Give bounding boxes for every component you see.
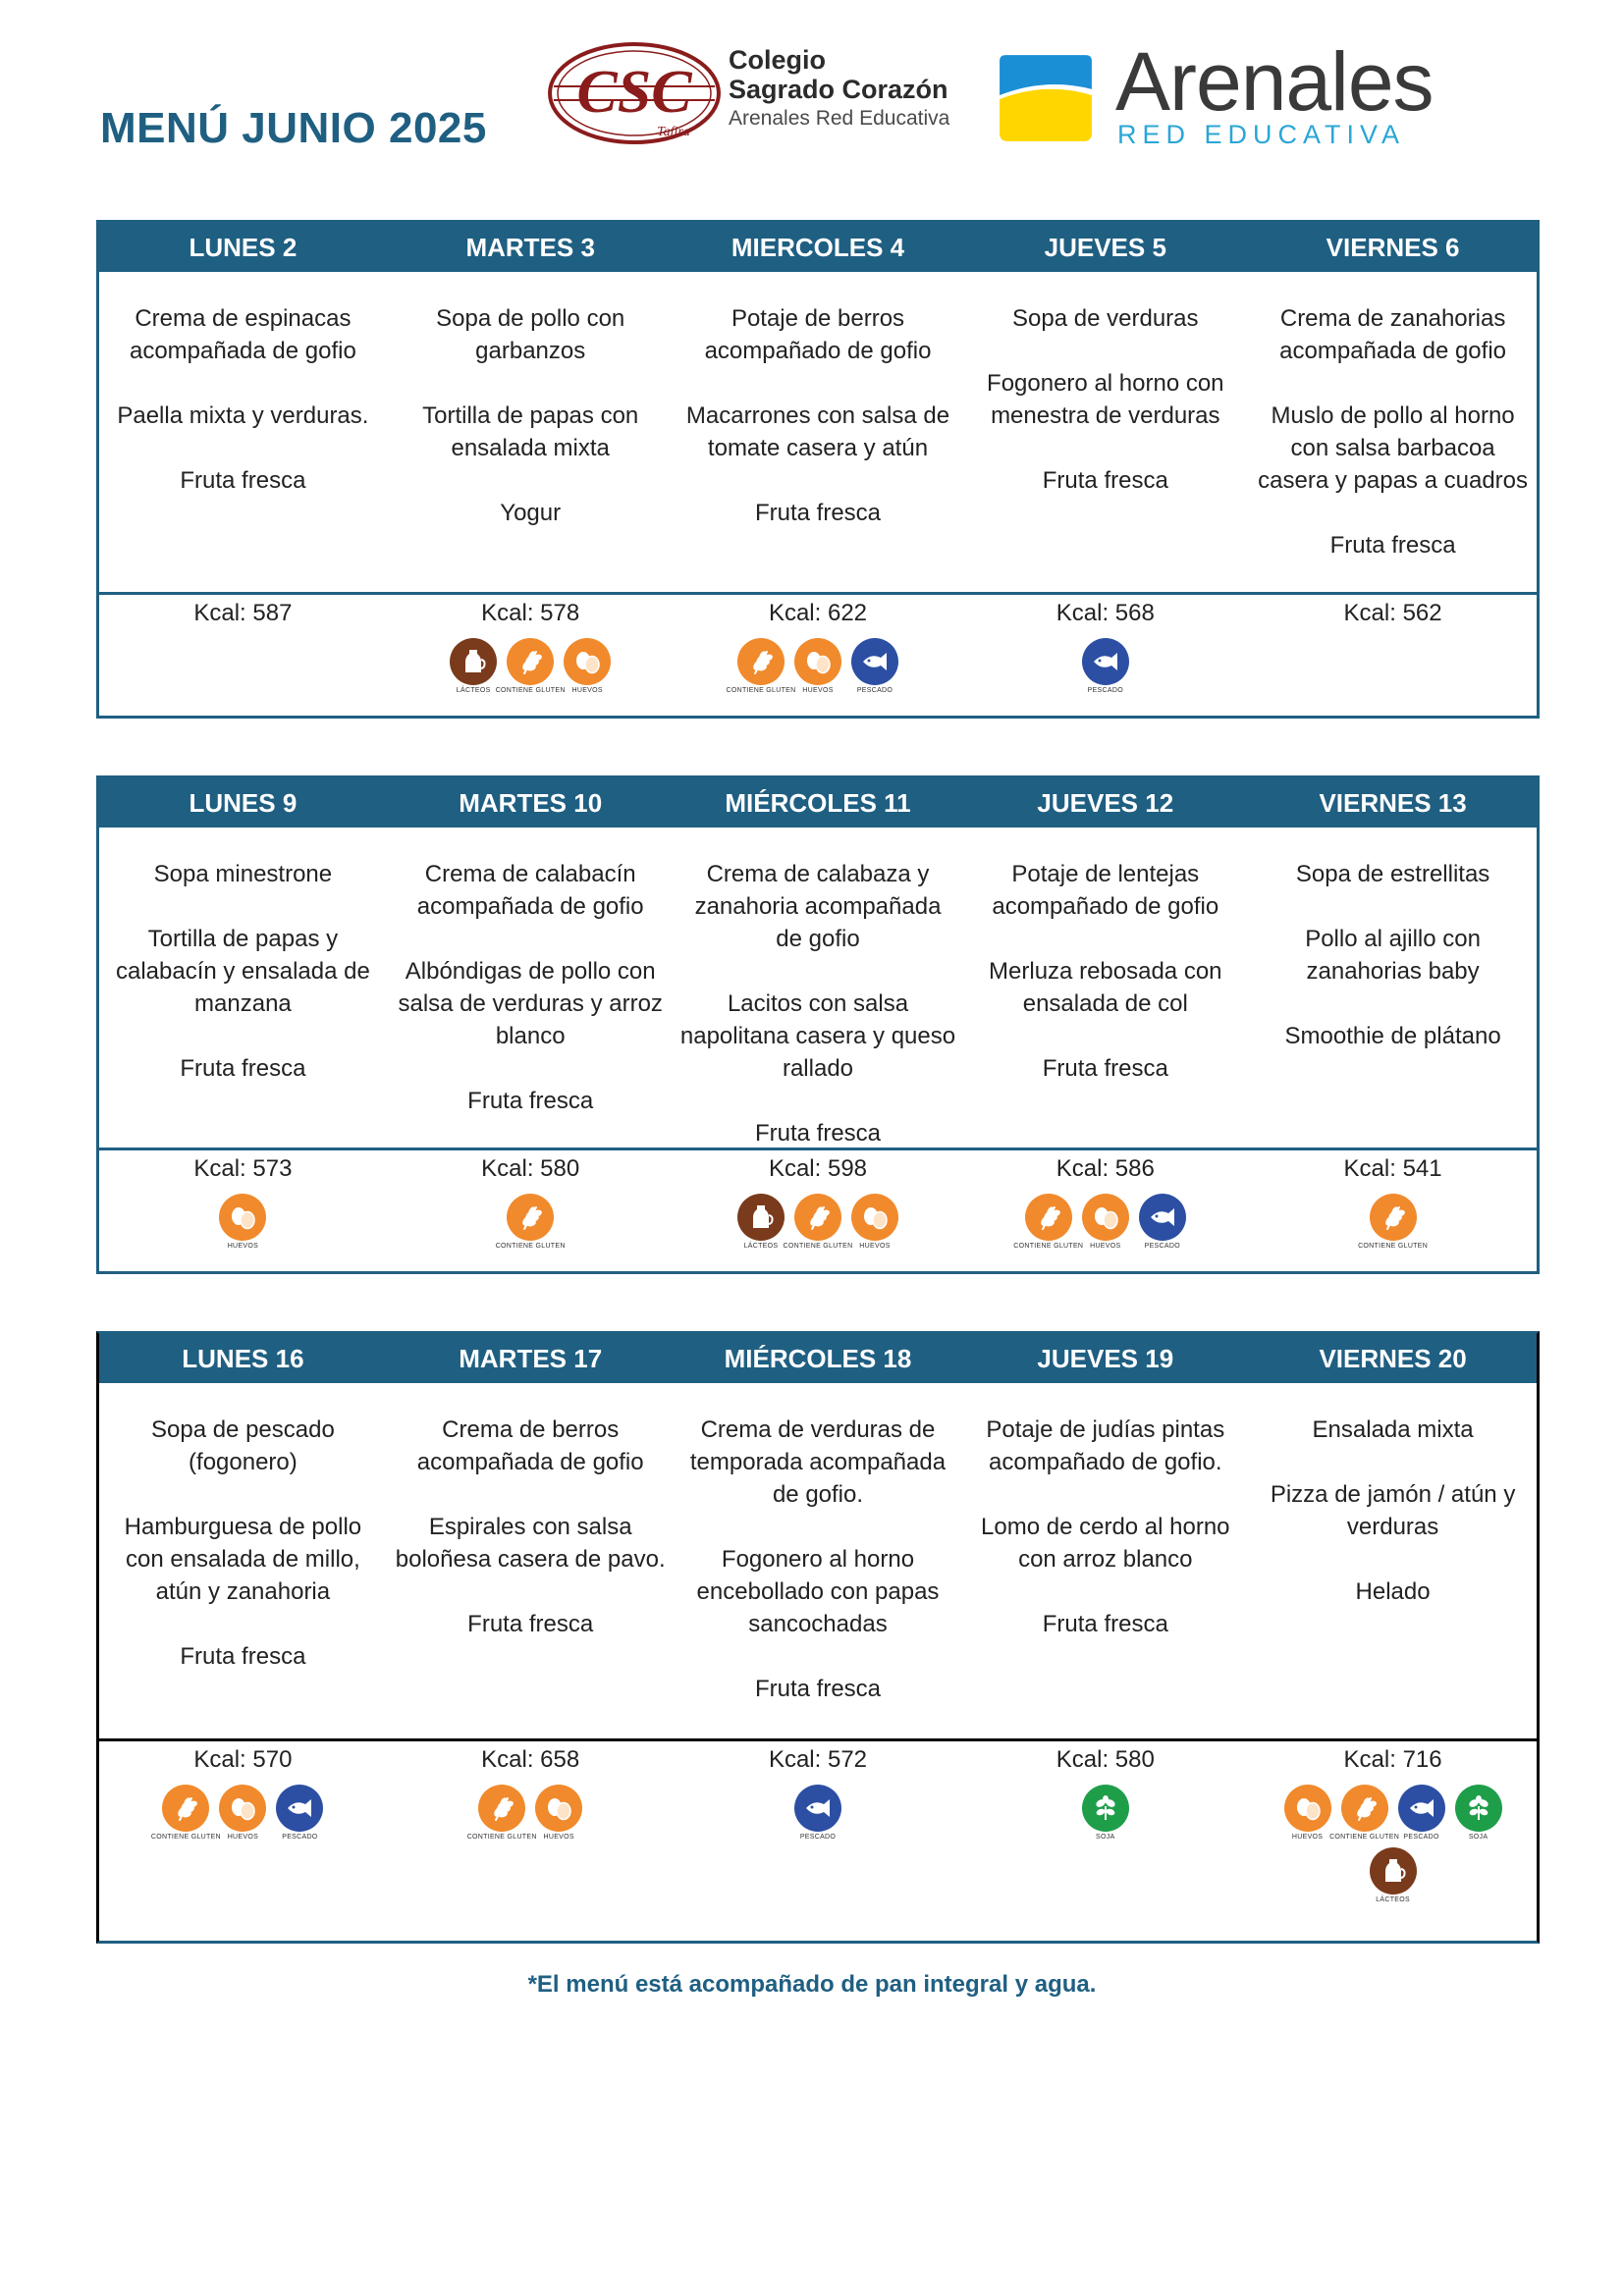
day-nutrition <box>675 1150 962 1251</box>
dish-dessert: Fruta fresca <box>1329 532 1456 559</box>
dish-second: Pollo al ajillo con zanahorias baby <box>1305 926 1481 985</box>
day-heading: MARTES 3 <box>465 232 595 262</box>
week-1-header <box>99 223 1537 272</box>
soja-icon <box>1082 1785 1129 1832</box>
gluten-icon <box>162 1785 209 1832</box>
allergen-huevos <box>1080 1194 1131 1251</box>
allergen-huevos <box>792 638 843 695</box>
allergen-label: HUEVOS <box>1291 1834 1324 1841</box>
allergen-label: CONTIENE GLUTEN <box>1013 1243 1084 1250</box>
allergen-label: PESCADO <box>1087 687 1123 694</box>
allergen-label: HUEVOS <box>227 1834 259 1841</box>
day-menu <box>99 830 387 1148</box>
dish-first: Sopa de verduras <box>1012 305 1199 332</box>
day-heading: VIERNES 6 <box>1326 232 1460 262</box>
kcal-value: Kcal: 578 <box>481 600 580 626</box>
allergen-label: LÁCTEOS <box>1376 1896 1410 1903</box>
dish-second: Tortilla de papas con ensalada mixta <box>422 402 639 461</box>
day-nutrition <box>675 595 962 695</box>
day-nutrition <box>1249 1150 1537 1251</box>
day-nutrition <box>99 1741 387 1904</box>
allergen-list <box>99 1785 387 1842</box>
network-subtitle: RED EDUCATIVA <box>1117 120 1406 149</box>
kcal-value: Kcal: 716 <box>1343 1746 1442 1773</box>
allergen-soja <box>1453 1785 1504 1842</box>
week-2-menus <box>99 828 1537 1148</box>
allergen-list <box>961 1194 1249 1251</box>
allergen-huevos <box>217 1194 268 1251</box>
lacteos-icon <box>737 1194 785 1241</box>
day-nutrition <box>99 595 387 695</box>
allergen-label: HUEVOS <box>571 687 603 694</box>
day-heading: LUNES 2 <box>189 232 298 262</box>
allergen-label: LÁCTEOS <box>456 687 491 694</box>
day-nutrition <box>961 1150 1249 1251</box>
dish-first: Sopa minestrone <box>153 861 333 887</box>
day-menu <box>387 1386 675 1738</box>
allergen-label: CONTIENE GLUTEN <box>783 1243 853 1250</box>
allergen-huevos <box>562 638 613 695</box>
day-heading: JUEVES 19 <box>1037 1343 1174 1373</box>
kcal-value: Kcal: 658 <box>481 1746 580 1773</box>
kcal-value: Kcal: 573 <box>193 1155 293 1182</box>
allergen-huevos <box>217 1785 268 1842</box>
allergen-label: SOJA <box>1096 1834 1115 1841</box>
dish-dessert: Fruta fresca <box>180 1055 306 1082</box>
dish-first: Potaje de lentejas acompañado de gofio <box>992 861 1219 920</box>
pescado-icon <box>851 638 898 685</box>
day-menu <box>1249 830 1537 1148</box>
dish-second: Muslo de pollo al horno con salsa barbacoa casera y papas a cuadros <box>1258 402 1528 494</box>
kcal-value: Kcal: 572 <box>768 1746 868 1773</box>
week-3-header <box>99 1334 1537 1383</box>
dish-second: Paella mixta y verduras. <box>117 402 369 429</box>
week-2-header <box>99 778 1537 828</box>
huevos-icon <box>794 638 841 685</box>
dish-first: Sopa de pescado (fogonero) <box>150 1416 335 1475</box>
allergen-huevos <box>849 1194 900 1251</box>
dish-dessert: Smoothie de plátano <box>1284 1023 1501 1049</box>
pescado-icon <box>276 1785 323 1832</box>
pescado-icon <box>794 1785 841 1832</box>
day-menu <box>675 830 962 1148</box>
kcal-value: Kcal: 541 <box>1343 1155 1442 1182</box>
day-nutrition <box>961 595 1249 695</box>
day-heading: LUNES 16 <box>182 1343 304 1373</box>
allergen-list <box>675 1785 962 1842</box>
day-heading: MARTES 10 <box>459 787 603 818</box>
allergen-label: CONTIENE GLUTEN <box>1358 1243 1429 1250</box>
dish-first: Crema de calabaza y zanahoria acompañada de gofio <box>694 861 942 952</box>
dish-first: Crema de espinacas acompañada de gofio <box>129 305 356 364</box>
dish-second: Albóndigas de pollo con salsa de verduras y arroz blanco <box>398 958 663 1049</box>
allergen-gluten <box>466 1785 537 1842</box>
allergen-list <box>961 638 1249 695</box>
allergen-label: HUEVOS <box>859 1243 891 1250</box>
day-menu <box>99 1386 387 1738</box>
huevos-icon <box>564 638 611 685</box>
gluten-icon <box>507 638 554 685</box>
day-menu <box>961 830 1249 1148</box>
day-menu <box>1249 275 1537 592</box>
dish-first: Sopa de pollo con garbanzos <box>436 305 625 364</box>
allergen-label: PESCADO <box>282 1834 318 1841</box>
lacteos-icon <box>450 638 497 685</box>
allergen-label: CONTIENE GLUTEN <box>1329 1834 1400 1841</box>
dish-dessert: Fruta fresca <box>467 1088 594 1114</box>
allergen-lacteos <box>735 1194 786 1251</box>
day-nutrition <box>387 1150 675 1251</box>
dish-dessert: Helado <box>1355 1578 1431 1605</box>
allergen-label: PESCADO <box>799 1834 837 1841</box>
allergen-list <box>675 638 962 695</box>
allergen-gluten <box>1013 1194 1084 1251</box>
allergen-list <box>675 1194 962 1251</box>
huevos-icon <box>851 1194 898 1241</box>
day-menu <box>99 275 387 592</box>
page-title: MENÚ JUNIO 2025 <box>100 104 487 152</box>
dish-dessert: Yogur <box>500 500 562 526</box>
dish-second: Lacitos con salsa napolitana casera y queso rallado <box>679 990 956 1082</box>
day-nutrition <box>99 1150 387 1251</box>
school-line-1: Colegio <box>729 45 826 75</box>
day-nutrition <box>1249 595 1537 695</box>
day-heading: MIERCOLES 4 <box>731 232 905 262</box>
dish-dessert: Fruta fresca <box>180 1643 306 1670</box>
kcal-value: Kcal: 568 <box>1056 600 1155 626</box>
huevos-icon <box>219 1785 266 1832</box>
allergen-label: PESCADO <box>856 687 893 694</box>
school-line-2: Sagrado Corazón <box>729 75 948 104</box>
week-1-nutrition <box>99 592 1537 695</box>
kcal-value: Kcal: 562 <box>1343 600 1442 626</box>
dish-first: Potaje de judías pintas acompañado de gofio. <box>986 1416 1225 1475</box>
soja-icon <box>1455 1785 1502 1832</box>
day-nutrition <box>961 1741 1249 1904</box>
day-menu <box>675 275 962 592</box>
dish-first: Crema de zanahorias acompañada de gofio <box>1279 305 1507 364</box>
dish-first: Crema de verduras de temporada acompañada de gofio. <box>689 1416 947 1508</box>
day-nutrition <box>387 1741 675 1904</box>
kcal-value: Kcal: 580 <box>1056 1746 1155 1773</box>
allergen-label: PESCADO <box>1144 1243 1180 1250</box>
allergen-label: CONTIENE GLUTEN <box>150 1834 221 1841</box>
kcal-value: Kcal: 586 <box>1056 1155 1155 1182</box>
day-menu <box>387 830 675 1148</box>
lacteos-icon <box>1370 1847 1417 1895</box>
allergen-label: HUEVOS <box>802 687 834 694</box>
gluten-icon <box>1025 1194 1072 1241</box>
dish-first: Crema de calabacín acompañada de gofio <box>416 861 644 920</box>
dish-second: Fogonero al horno encebollado con papas sancochadas <box>696 1546 940 1637</box>
allergen-gluten <box>150 1785 221 1842</box>
allergen-list <box>961 1785 1249 1842</box>
pescado-icon <box>1398 1785 1445 1832</box>
network-name: Arenales <box>1115 35 1434 128</box>
allergen-soja <box>1080 1785 1131 1842</box>
allergen-huevos <box>533 1785 584 1842</box>
allergen-gluten <box>726 638 796 695</box>
day-heading: MIÉRCOLES 18 <box>724 1343 912 1373</box>
week-2-table <box>96 775 1540 1274</box>
day-menu <box>675 1386 962 1738</box>
csc-logo-letters: CSC <box>576 59 692 126</box>
huevos-icon <box>535 1785 582 1832</box>
allergen-gluten <box>495 638 566 695</box>
pescado-icon <box>1082 638 1129 685</box>
week-1-table <box>96 220 1540 719</box>
allergen-list <box>1249 1194 1537 1251</box>
day-nutrition <box>387 595 675 695</box>
dish-dessert: Fruta fresca <box>467 1611 594 1637</box>
dish-second: Fogonero al horno con menestra de verduras <box>987 370 1224 429</box>
allergen-label: CONTIENE GLUTEN <box>726 687 796 694</box>
dish-second: Espirales con salsa boloñesa casera de pavo. <box>395 1514 666 1573</box>
dish-second: Pizza de jamón / atún y verduras <box>1270 1481 1516 1540</box>
huevos-icon <box>1082 1194 1129 1241</box>
dish-dessert: Fruta fresca <box>754 500 882 526</box>
day-heading: JUEVES 12 <box>1037 787 1174 818</box>
allergen-pescado <box>1080 638 1131 695</box>
week-2-nutrition <box>99 1148 1537 1251</box>
allergen-huevos <box>1282 1785 1333 1842</box>
allergen-pescado <box>1396 1785 1447 1842</box>
allergen-label: HUEVOS <box>227 1243 259 1250</box>
week-3-menus <box>99 1383 1537 1738</box>
day-menu <box>961 275 1249 592</box>
dish-dessert: Fruta fresca <box>1042 467 1168 494</box>
arenales-mark-icon <box>996 47 1096 147</box>
dish-first: Potaje de berros acompañado de gofio <box>704 305 932 364</box>
dish-dessert: Fruta fresca <box>754 1676 882 1702</box>
gluten-icon <box>737 638 785 685</box>
allergen-list <box>99 1194 387 1251</box>
day-heading: LUNES 9 <box>189 787 298 818</box>
allergen-label: CONTIENE GLUTEN <box>495 1243 566 1250</box>
dish-dessert: Fruta fresca <box>754 1120 882 1147</box>
allergen-label: HUEVOS <box>1090 1243 1121 1250</box>
day-nutrition <box>675 1741 962 1904</box>
allergen-pescado <box>274 1785 325 1842</box>
kcal-value: Kcal: 587 <box>193 600 293 626</box>
kcal-value: Kcal: 570 <box>193 1746 293 1773</box>
gluten-icon <box>507 1194 554 1241</box>
dish-second: Tortilla de papas y calabacín y ensalada de manzana <box>115 926 370 1017</box>
dish-second: Merluza rebosada con ensalada de col <box>989 958 1222 1017</box>
gluten-icon <box>1341 1785 1388 1832</box>
allergen-lacteos <box>448 638 499 695</box>
allergen-label: CONTIENE GLUTEN <box>495 687 566 694</box>
dish-first: Sopa de estrellitas <box>1295 861 1490 887</box>
dish-first: Ensalada mixta <box>1312 1416 1474 1443</box>
footnote: *El menú está acompañado de pan integral y agua. <box>527 1971 1097 1998</box>
school-line-3: Arenales Red Educativa <box>729 107 950 130</box>
allergen-label: LÁCTEOS <box>743 1243 779 1250</box>
dish-second: Lomo de cerdo al horno con arroz blanco <box>981 1514 1230 1573</box>
day-menu <box>1249 1386 1537 1738</box>
day-heading: MIÉRCOLES 11 <box>725 787 911 818</box>
dish-dessert: Fruta fresca <box>1042 1611 1168 1637</box>
kcal-value: Kcal: 598 <box>768 1155 868 1182</box>
dish-second: Hamburguesa de pollo con ensalada de millo, atún y zanahoria <box>124 1514 362 1605</box>
gluten-icon <box>794 1194 841 1241</box>
week-3-table <box>96 1331 1540 1944</box>
kcal-value: Kcal: 622 <box>768 600 868 626</box>
huevos-icon <box>219 1194 266 1241</box>
dish-first: Crema de berros acompañada de gofio <box>416 1416 644 1475</box>
school-name <box>729 45 949 133</box>
allergen-lacteos <box>1368 1847 1419 1904</box>
allergen-pescado <box>792 1785 843 1842</box>
allergen-list <box>387 1194 675 1251</box>
allergen-label: CONTIENE GLUTEN <box>466 1834 537 1841</box>
gluten-icon <box>1370 1194 1417 1241</box>
allergen-pescado <box>849 638 900 695</box>
week-1-menus <box>99 272 1537 592</box>
kcal-value: Kcal: 580 <box>481 1155 580 1182</box>
day-heading: JUEVES 5 <box>1044 232 1166 262</box>
day-heading: VIERNES 13 <box>1319 787 1467 818</box>
day-heading: VIERNES 20 <box>1319 1343 1467 1373</box>
allergen-pescado <box>1137 1194 1188 1251</box>
week-3-nutrition <box>99 1738 1537 1904</box>
dish-dessert: Fruta fresca <box>180 467 306 494</box>
day-menu <box>387 275 675 592</box>
allergen-label: PESCADO <box>1403 1834 1439 1841</box>
allergen-gluten <box>1329 1785 1400 1842</box>
dish-dessert: Fruta fresca <box>1042 1055 1168 1082</box>
allergen-list <box>387 638 675 695</box>
pescado-icon <box>1139 1194 1186 1241</box>
allergen-label: HUEVOS <box>543 1834 574 1841</box>
allergen-list <box>1249 1785 1537 1904</box>
allergen-gluten <box>495 1194 566 1251</box>
day-menu <box>961 1386 1249 1738</box>
dish-second: Macarrones con salsa de tomate casera y atún <box>685 402 950 461</box>
allergen-gluten <box>1358 1194 1429 1251</box>
huevos-icon <box>1284 1785 1331 1832</box>
allergen-gluten <box>783 1194 853 1251</box>
gluten-icon <box>478 1785 525 1832</box>
csc-logo-sub: Tafira <box>657 125 690 139</box>
day-nutrition <box>1249 1741 1537 1904</box>
allergen-list <box>387 1785 675 1842</box>
allergen-label: SOJA <box>1468 1834 1489 1841</box>
day-heading: MARTES 17 <box>459 1343 603 1373</box>
